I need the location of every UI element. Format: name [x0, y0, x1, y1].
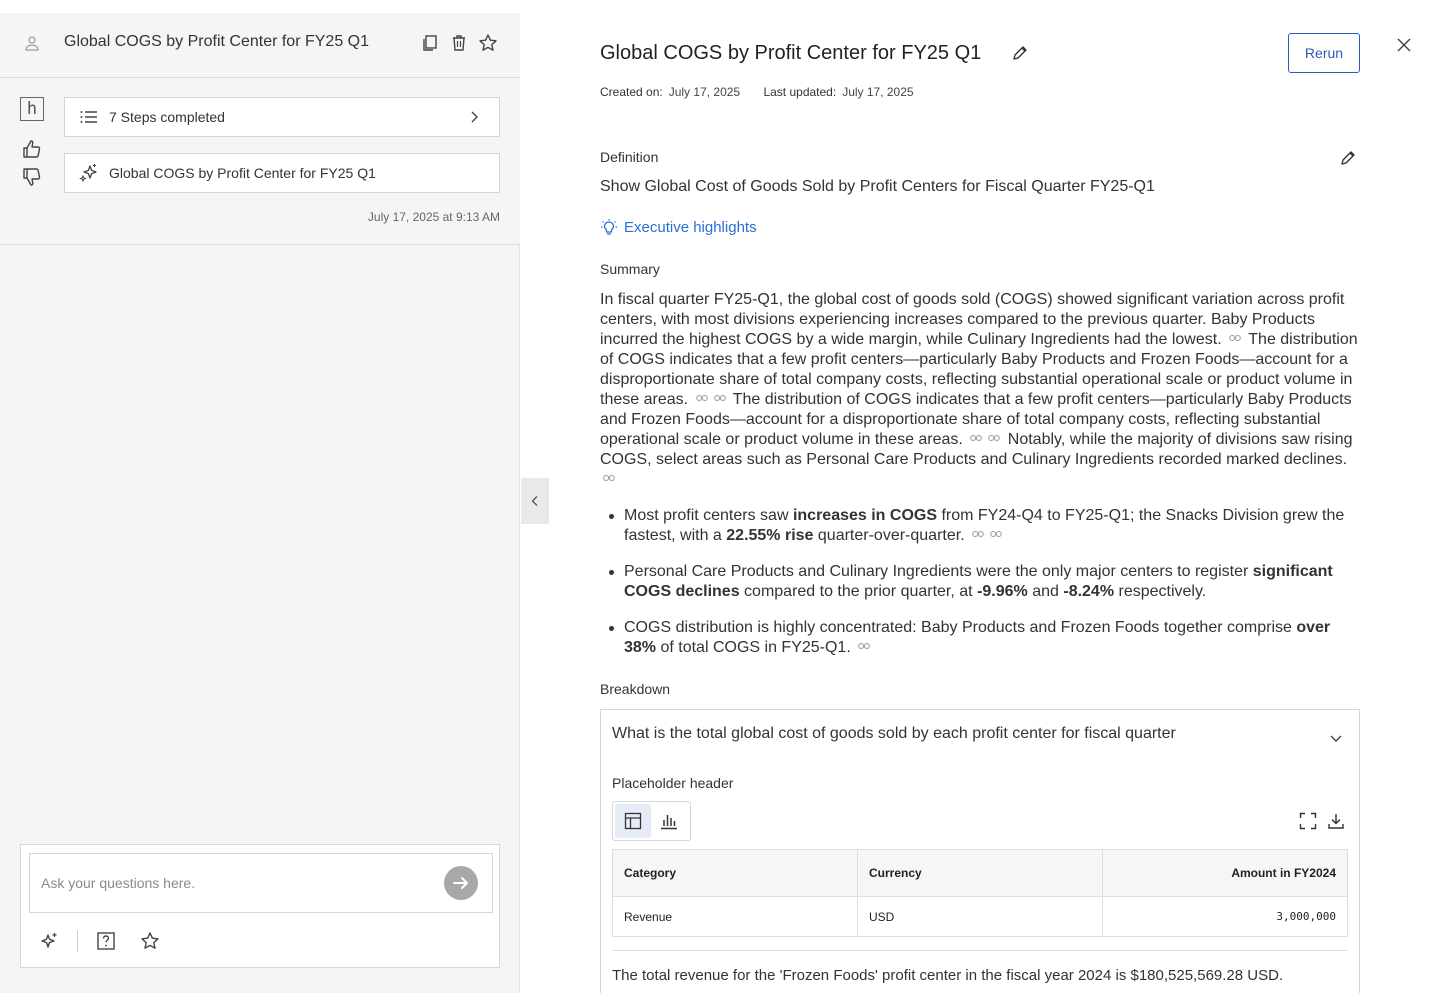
bullet-text: from FY24-Q4 to FY25-Q1; the Snacks Division grew the fastest, with a [624, 507, 1345, 544]
sparkle-icon[interactable] [39, 931, 59, 951]
assistant-logo: h [20, 97, 44, 121]
arrow-right-icon [451, 873, 471, 893]
breakdown-footer: The total revenue for the 'Frozen Foods' profit center in the fiscal year 2024 is $180,525,569.28 USD. [612, 967, 1284, 984]
pencil-icon[interactable] [1010, 43, 1030, 63]
trash-icon[interactable] [449, 33, 469, 53]
table-header-row [613, 850, 1348, 897]
bullet-emphasis: increases in COGS [792, 507, 938, 524]
link-icon[interactable] [970, 434, 982, 442]
highlights-list [600, 506, 1360, 674]
link-icon[interactable] [990, 530, 1002, 538]
star-icon[interactable] [140, 931, 160, 951]
created-value: July 17, 2025 [668, 85, 741, 99]
list-item [600, 618, 1360, 658]
view-toggle [612, 801, 691, 841]
list-icon [79, 110, 99, 124]
chevron-left-icon [529, 495, 541, 507]
bar-chart-icon [660, 812, 678, 830]
table-view-button[interactable] [615, 804, 651, 838]
lightbulb-icon [600, 218, 618, 236]
sparkle-icon [79, 163, 99, 183]
link-icon[interactable] [858, 642, 870, 650]
bullet-text: of total COGS in FY25-Q1. [656, 639, 851, 656]
breakdown-table [612, 849, 1348, 937]
thumbs-down-icon[interactable] [22, 167, 42, 187]
chevron-down-icon[interactable] [1326, 728, 1346, 748]
steps-label: 7 Steps completed [109, 109, 225, 125]
top-strip [0, 0, 1449, 13]
column-header[interactable]: Amount in FY2024 [1103, 850, 1348, 897]
summary-para-3: The distribution of COGS indicates that a few profit centers—particularly Baby Products and Frozen Foods—account for a disproportionate share of total company costs, reflecting substantial operational scale or product volume in these areas. [600, 391, 1352, 448]
query-label: Global COGS by Profit Center for FY25 Q1 [109, 165, 376, 181]
bullet-text: quarter-over-quarter. [813, 527, 965, 544]
chevron-right-icon [467, 110, 481, 124]
bullet-emphasis: significant COGS declines [624, 563, 1333, 600]
created-label: Created on: [600, 85, 663, 99]
chat-panel [0, 13, 520, 993]
definition-text: Show Global Cost of Goods Sold by Profit Centers for Fiscal Quarter FY25-Q1 [600, 178, 1155, 195]
thumbs-up-icon[interactable] [22, 139, 42, 159]
copy-icon[interactable] [420, 33, 440, 53]
bullet-emphasis: -8.24% [1063, 583, 1115, 600]
chat-title: Global COGS by Profit Center for FY25 Q1 [64, 33, 370, 50]
close-icon[interactable] [1394, 35, 1414, 55]
toolbar-divider [77, 930, 78, 952]
download-icon[interactable] [1326, 811, 1346, 831]
breakdown-card [600, 709, 1360, 993]
bullet-emphasis: 22.55% rise [726, 527, 814, 544]
definition-label: Definition [600, 149, 659, 165]
list-item [600, 562, 1360, 602]
person-icon [24, 35, 40, 51]
send-button[interactable] [444, 866, 478, 900]
breakdown-question[interactable]: What is the total global cost of goods sold by each profit center for fiscal quarter [612, 725, 1176, 742]
query-card[interactable] [64, 153, 500, 193]
page-title: Global COGS by Profit Center for FY25 Q1 [600, 42, 982, 64]
table-cell: Revenue [613, 897, 858, 937]
summary-para-4: Notably, while the majority of divisions saw rising COGS, select areas such as Personal Care Products and Culinary Ingredients recorded marked declines. [600, 431, 1353, 468]
bullet-text: Personal Care Products and Culinary Ingredients were the only major centers to register [624, 563, 1253, 580]
table-cell: USD [858, 897, 1103, 937]
star-icon[interactable] [478, 33, 498, 53]
breakdown-label: Breakdown [600, 681, 671, 697]
message-timestamp: July 17, 2025 at 9:13 AM [367, 210, 500, 224]
bullet-text: respectively. [1114, 583, 1207, 600]
table-icon [624, 812, 642, 830]
updated-value: July 17, 2025 [842, 85, 914, 99]
summary-text [600, 290, 1360, 490]
link-icon[interactable] [696, 394, 708, 402]
summary-label: Summary [600, 261, 660, 277]
summary-para-2: The distribution of COGS indicates that a few profit centers—particularly Baby Products and Frozen Foods—account for a disproportionate share of total company costs, reflecting substantial operational scale or product volume in these areas. [600, 331, 1358, 408]
executive-highlights-label: Executive highlights [624, 218, 757, 236]
column-header[interactable]: Currency [858, 850, 1103, 897]
table-cell: 3,000,000 [1103, 897, 1348, 937]
bullet-emphasis: -9.96% [977, 583, 1028, 600]
steps-completed-card[interactable] [64, 97, 500, 137]
link-icon[interactable] [603, 474, 615, 482]
placeholder-header: Placeholder header [612, 775, 734, 791]
message-block [0, 78, 520, 245]
chart-view-button[interactable] [651, 804, 687, 838]
pencil-icon[interactable] [1338, 148, 1358, 168]
bullet-emphasis: over 38% [624, 619, 1331, 656]
divider [612, 950, 1348, 951]
bullet-text: COGS distribution is highly concentrated: Baby Products and Frozen Foods together comprise [624, 619, 1297, 636]
rerun-button[interactable]: Rerun [1288, 33, 1360, 73]
executive-highlights-link[interactable] [600, 218, 757, 236]
link-icon[interactable] [714, 394, 726, 402]
fullscreen-icon[interactable] [1298, 811, 1318, 831]
updated-label: Last updated: [763, 85, 837, 99]
help-icon[interactable] [96, 931, 116, 951]
link-icon[interactable] [972, 530, 984, 538]
bullet-text: Most profit centers saw [624, 507, 793, 524]
ask-box [20, 844, 500, 968]
list-item [600, 506, 1360, 546]
meta-info [600, 85, 934, 99]
ask-input[interactable] [29, 853, 493, 913]
summary-para-1: In fiscal quarter FY25-Q1, the global cost of goods sold (COGS) showed significant variation across profit centers, with most divisions experiencing increases compared to the previous quarter. Baby Products incurred the highest COGS by a wide margin, while Culinary Ingredients had the lowest. [600, 291, 1345, 348]
bullet-text: compared to the prior quarter, at [739, 583, 978, 600]
link-icon[interactable] [988, 434, 1000, 442]
column-header[interactable]: Category [613, 850, 858, 897]
detail-panel [521, 13, 1449, 993]
collapse-panel-button[interactable] [521, 478, 549, 524]
chat-header [0, 13, 520, 78]
bullet-text: and [1027, 583, 1064, 600]
link-icon[interactable] [1229, 334, 1241, 342]
table-row [613, 897, 1348, 937]
